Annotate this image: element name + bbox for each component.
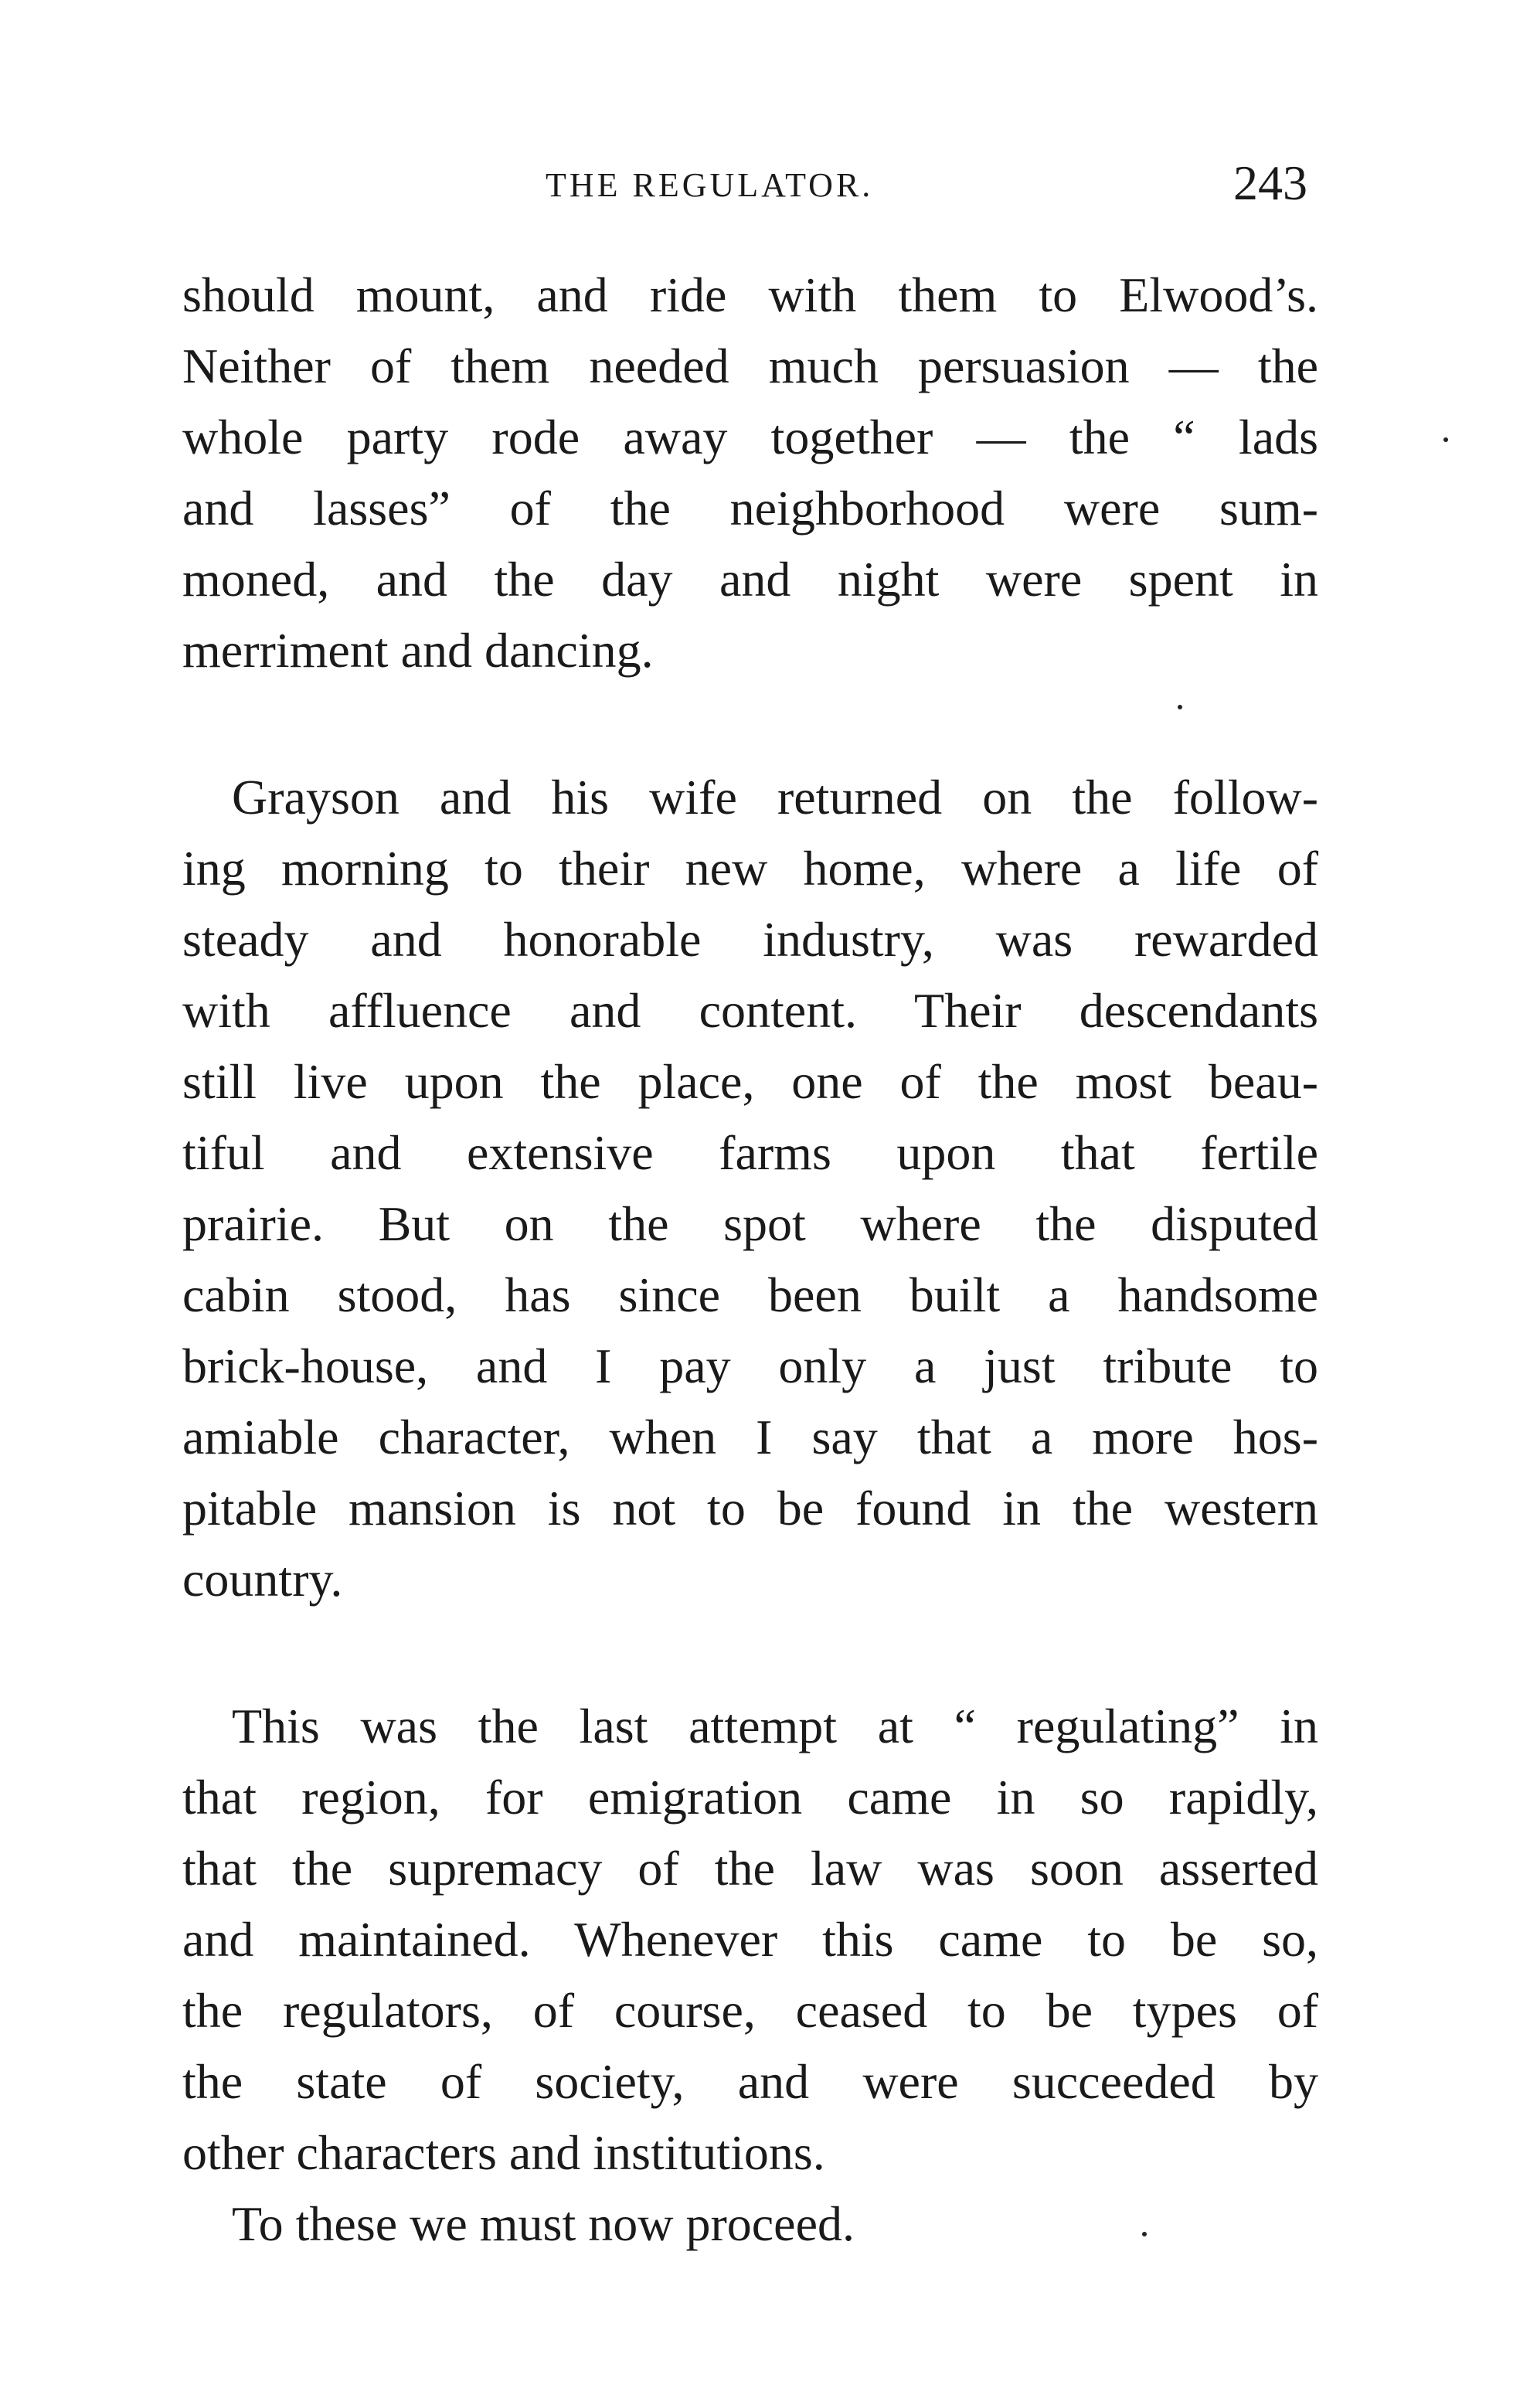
text-line: This was the last attempt at “ regulating” in [232,1699,1318,1753]
text-line: the state of society, and were succeeded by [182,2054,1318,2109]
print-speck [1142,2232,1147,2236]
text-line: ing morning to their new home, where a life of [182,841,1318,896]
text-line: Grayson and his wife returned on the follow- [232,770,1318,825]
text-line: that region, for emigration came in so rapidly, [182,1770,1318,1825]
page-header [182,155,1326,216]
text-line: prairie. But on the spot where the disputed [182,1196,1318,1251]
text-line: still live upon the place, one of the most beau- [182,1054,1318,1109]
text-line: tiful and extensive farms upon that fertile [182,1125,1318,1180]
print-speck [1443,437,1448,442]
text-line: and maintained. Whenever this came to be so, [182,1912,1318,1967]
text-line: and lasses” of the neighborhood were sum- [182,481,1318,536]
text-line: with affluence and content. Their descendants [182,983,1318,1038]
text-line: cabin stood, has since been built a handsome [182,1267,1318,1322]
text-line: steady and honorable industry, was rewarded [182,912,1318,967]
text-line: whole party rode away together — the “ lads [182,410,1318,464]
text-line: To these we must now proceed. [232,2196,855,2251]
text-line: pitable mansion is not to be found in the western [182,1481,1318,1536]
text-line: other characters and institutions. [182,2125,825,2180]
text-line: that the supremacy of the law was soon asserted [182,1841,1318,1896]
text-line: Neither of them needed much persuasion — the [182,338,1318,393]
text-line: brick-house, and I pay only a just tribute to [182,1338,1318,1393]
text-line: should mount, and ride with them to Elwood’s. [182,267,1318,322]
print-speck [1178,705,1182,709]
text-line: moned, and the day and night were spent in [182,552,1318,607]
text-line: merriment and dancing. [182,623,654,678]
running-head: THE REGULATOR. [546,166,874,204]
text-line: country. [182,1552,343,1607]
text-line: amiable character, when I say that a more hos- [182,1410,1318,1464]
page-number: 243 [1233,155,1307,210]
text-line: the regulators, of course, ceased to be types of [182,1983,1318,2038]
